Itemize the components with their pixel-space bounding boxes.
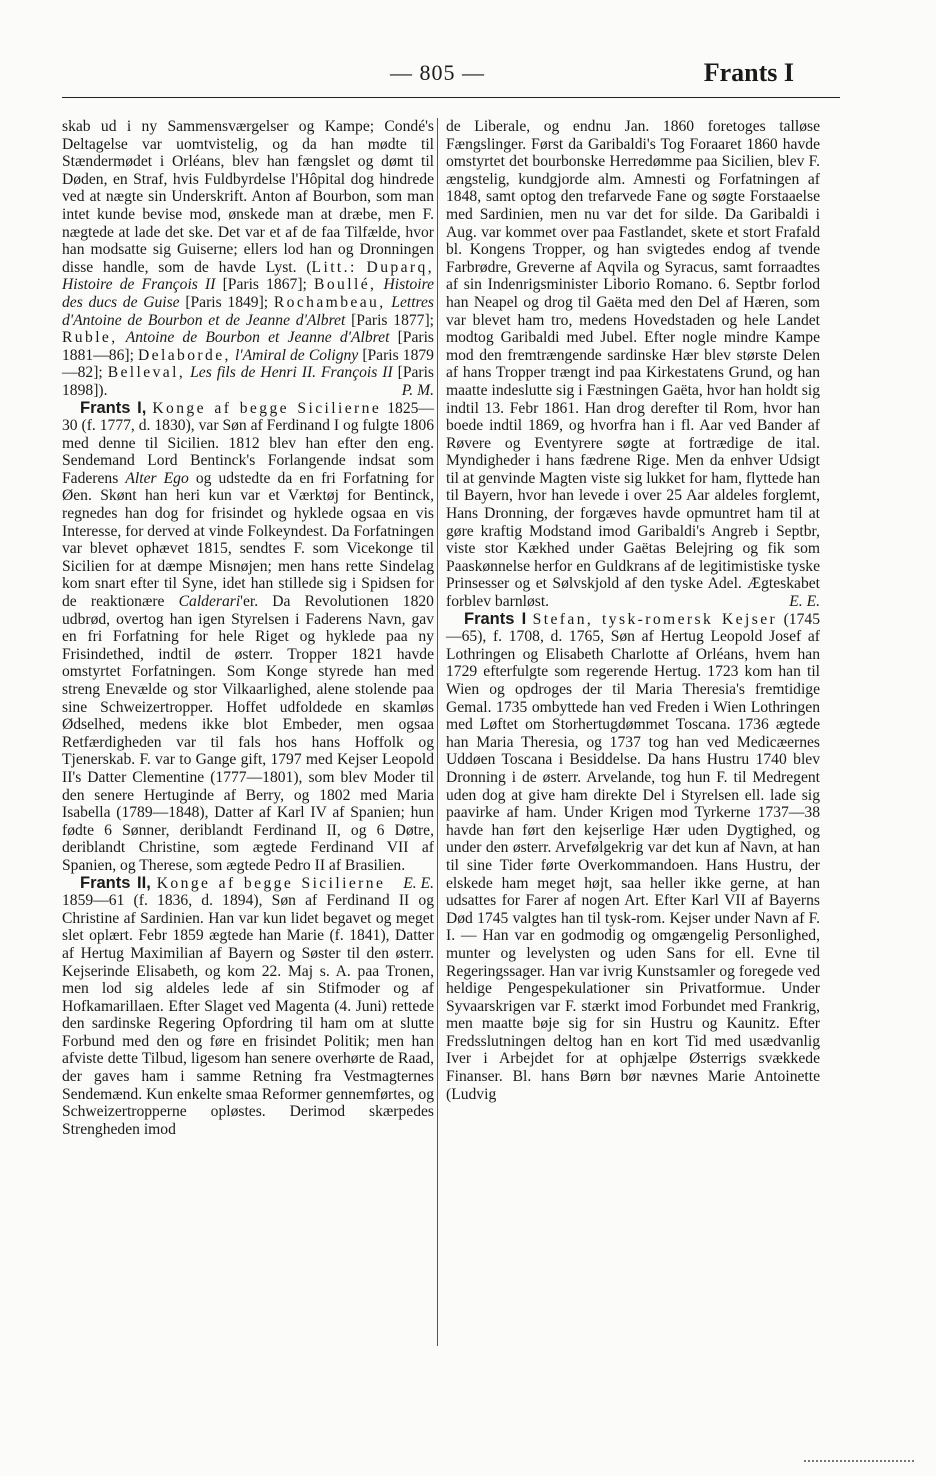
- entry-text: 'er. Da Revolutionen 1820 udbrød, overtog han igen Styrelsen i Faderens Navn, gav en fri Forfatning for hele Riget og hyklede paa ny Frisindethed, indtil de østerr. Tropper 1821 havde omstyrtet Forfatningen. Som Konge styrede han med streng Enevælde og stor Vilkaarlighed, alene stolende paa sine Schweizertropper. Hoffet udfoldede en skamløs Ødselhed, medens ikke blot Embeder, men ogsaa Retfærdigheden var til fals hos hans Hoffolk og Tjenerskab. F. var to Gange gift, 1797 med Kejser Leopold II's Datter Clementine (1777—1801), som blev Moder til den senere Hertuginde af Berry, og 1802 med Maria Isabella (1789—1848), Datter af Karl IV af Spanien; hun fødte 6 Sønner, deriblandt Ferdinand II, og 6 Døtre, deriblandt Christine, som ægtede Ferdinand VII af Spanien, og Therese, som ægtede Pedro II af Brasilien.: [62, 593, 434, 874]
- lit-author: Ruble,: [62, 329, 118, 347]
- entry-text: de Liberale, og endnu Jan. 1860 foretoges talløse Fængslinger. Først da Garibaldi's Tog Foraaret 1860 havde omstyrtet det bourbonske Herredømme paa Sicilien, blev F. ængstelig, kundgjorde alm. Amnesti og Forfatningen af 1848, samt optog den trefarvede Fane og søgte Forstaaelse med Sardinien, men nu var det for silde. Da Garibaldi i Aug. var kommet over paa Fastlandet, skete et stort Frafald bl. Kongens Tropper, og han svigtedes endog af tvende Farbrødre, Greverne af Aqvila og Syracus, samt forraadtes af sin Indenrigsminister Liborio Romano. 6. Septbr forlod han Neapel og drog til Gaëta med den Del af Hæren, som var blevet ham tro, medens Hovedstaden og hele Landet modtog Garibaldi med Jubel. Efter nogle mindre Kampe mod den fremtrængende sardinske Hær blev største Delen af hans Tropper trængt ind paa Kirkestatens Grund, og han maatte indeslutte sig i Fæstningen Gaëta, hvor han holdt sig indtil 13. Febr 1861. Han drog derefter til Rom, hvor han boede indtil 1869, og hvorfra han i fl. Aar ved Bander af Røvere og Eventyrere søgte at fortrædige de ital. Myndigheder i hans fædrene Rige. Men da enhver Udsigt til at genvinde Magten viste sig lukket for ham, flyttede han til Bayern, hvor han levede i over 25 Aar aldeles forglemt, Hans Dronning, der forgæves havde opmuntret ham til at gøre kraftig Modstand imod Garibaldi's Angreb i Septbr, viste stor Kækhed under Gaëtas Belejring og fik som Paaskønnelse herfor en Guldkrans af de legitimistiske tyske Prinsesser og et Sølvskjold af den tyske Adel. Ægteskabet forblev barnløst.: [446, 118, 820, 611]
- lit-author: Rochambeau,: [273, 293, 386, 311]
- author-signature: P. M.: [401, 381, 434, 399]
- header-rule: [62, 97, 840, 98]
- lit-title: Antoine de Bourbon et Jeanne d'Albret: [125, 329, 390, 347]
- author-signature: E. E.: [403, 874, 434, 892]
- lit-author: Belleval,: [107, 364, 186, 382]
- running-head: Frants I: [703, 58, 794, 87]
- entry-text: og udstedte da en fri Forfatning for Øen. Skønt han heri kun var et Værktøj for Bentinck, regnedes han dog for frisindet og hyklede ogsaa en vis Interesse, for derved at vinde Folkeyndest. Da Forfatningen var blevet ophævet 1815, sendtes F. som Vicekonge til Sicilien for at dæmpe Misnøjen; men hans rette Sindelag kom snart efter til Syne, idet han stillede sig i Spidsen for de reaktionære: [62, 469, 434, 611]
- entry-text: (1745—65), f. 1708, d. 1765, Søn af Hertug Leopold Josef af Lothringen og Elisabeth Charlotte af Orléans, hvem han 1729 efterfulgte som regerende Hertug. 1723 kom han til Wien og opdroges der til Maria Theresia's fremtidige Gemal. 1735 ombyttede han ved Freden i Wien Lothringen med Løftet om Storhertugdømmet Toscana. 1736 ægtede han Maria Theresia, og 1737 tog han ved Medicæernes Uddøen Toscana i Besiddelse. Da hans Hustru 1740 blev Dronning i de østerr. Arvelande, tog hun F. til Medregent uden dog at give ham direkte Del i Styrelsen ell. lade sig paavirke af ham. Under Krigen mod Tyrkerne 1737—38 havde han ført den kejserlige Hær uden Dygtighed, og under den østerr. Arvefølgekrig var det kun af Navn, at han til sine Tider førte Overkommandoen. Hans Hustru, der elskede ham meget højt, saa heller ikke gerne, at han udsattes for Farer af nogen Art. Efter Karl VII af Bayerns Død 1745 valgtes han til tysk-rom. Kejser under Navn af F. I. — Han var en godmodig og omgængelig Personlighed, munter og levelysten og uden Sans for ell. Evne til Regeringssager. Han var ivrig Kunstsamler og foregede ved heldige Pengespekulationer sin Privatformue. Under Syvaarskrigen var F. stærkt imod Forbundet med Frankrig, men maatte bøje sig for sin Hustru og Kaunitz. Efter Fredsslutningen deltog han en kort Tid med usædvanlig Iver i Arbejdet for at ophjælpe Østerrigs svækkede Finanser. Bl. hans Børn bør nævnes Marie Antoinette (Ludvig: [446, 610, 820, 1103]
- lit-title: Les fils de Henri II. François II: [190, 364, 393, 382]
- scan-edge-mark: [804, 1460, 914, 1462]
- continued-entry: [62, 118, 434, 400]
- entry-headword: Frants I,: [80, 398, 147, 417]
- lit-pub: [Paris 1879—82];: [62, 346, 434, 382]
- lit-title: l'Amiral de Coligny: [234, 346, 359, 364]
- entry-title: Konge af begge Sicilierne: [156, 874, 386, 892]
- lit-pub: [Paris 1877];: [351, 311, 434, 329]
- left-column: [62, 118, 434, 1138]
- page-header: [0, 60, 936, 96]
- entry-frants-i-emperor: [446, 611, 820, 1104]
- entry-text: 1825—30 (f. 1777, d. 1830), var Søn af Ferdinand I og fulgte 1806 med denne til Sicilien. 1812 blev han efter den eng. Sendemand Lord Bentinck's Forlangende indsat som Faderens: [62, 399, 434, 487]
- lit-pub: [Paris 1898]).: [62, 364, 435, 399]
- lit-title: Histoire de François II: [62, 276, 216, 294]
- lit-pub: [Paris 1849];: [185, 293, 269, 311]
- lit-title: Histoire des ducs de Guise: [62, 276, 435, 311]
- page-number: — 805 —: [390, 60, 485, 85]
- entry-text: 1859—61 (f. 1836, d. 1894), Søn af Ferdinand II og Christine af Sardinien. Han var kun lidet begavet og meget slet oplært. Febr 1859 ægtede han Marie (f. 1841), Datter af Hertug Maximilian af Bayern og Søster til den østerr. Kejserinde Elisabeth, og kom 22. Maj s. A. paa Tronen, men lod sig aldeles lede af sin Stifmoder og af Hofkamarillaen. Efter Slaget ved Magenta (4. Juni) rettede den sardinske Regering Opfordring til ham om at slutte Forbund med den og føre en frisindet Politik; men han afviste dette Tilbud, ligesom han senere overhørte de Raad, der gaves ham i samme Retning fra Vestmagternes Sendemænd. Kun enkelte smaa Reformer gennemførtes, og Schweizertropperne opløstes. Derimod skærpedes Strengheden imod: [62, 892, 434, 1138]
- continued-text: skab ud i ny Sammensværgelser og Kampe; Condé's Deltagelse var uomtvistelig, og da han mødte til Stændermødet i Orléans, blev han fængslet og dømt til Døden, en Straf, hvis Fuldbyrdelse l'Hôpital dog hindrede ved at nægte sin Underskrift. Anton af Bourbon, som man intet kunde bevise mod, ønskede man at dræbe, men F. nægtede at lade det ske. Det var et af de faa Tilfælde, hvor han modsatte sig Guiserne; ellers lod han og Dronningen disse handle, som de havde Lyst. (: [62, 118, 434, 276]
- column-divider: [437, 118, 438, 1346]
- entry-frants-ii-sicilies: [62, 875, 434, 1139]
- lit-pub: [Paris 1867];: [222, 276, 307, 294]
- entry-headword: Frants II,: [80, 873, 151, 892]
- lit-author: Delaborde,: [138, 346, 231, 364]
- lit-author: Boullé,: [314, 276, 377, 294]
- lit-title: Lettres d'Antoine de Bourbon et de Jeanne d'Albret: [62, 293, 435, 329]
- entry-frants-ii-continued: [446, 118, 820, 611]
- literature-label: Litt.:: [311, 258, 357, 276]
- right-column: [446, 118, 820, 1103]
- entry-term: Alter Ego: [125, 469, 189, 487]
- lit-pub: [Paris 1881—86];: [62, 329, 434, 364]
- entry-headword: Frants I: [464, 609, 527, 628]
- author-signature: E. E.: [789, 593, 820, 611]
- lit-author: Duparq,: [366, 258, 434, 276]
- entry-title: Konge af begge Sicilierne: [152, 399, 382, 417]
- entry-term: Calderari: [178, 593, 241, 611]
- entry-title: Stefan, tysk-romersk Kejser: [532, 610, 778, 628]
